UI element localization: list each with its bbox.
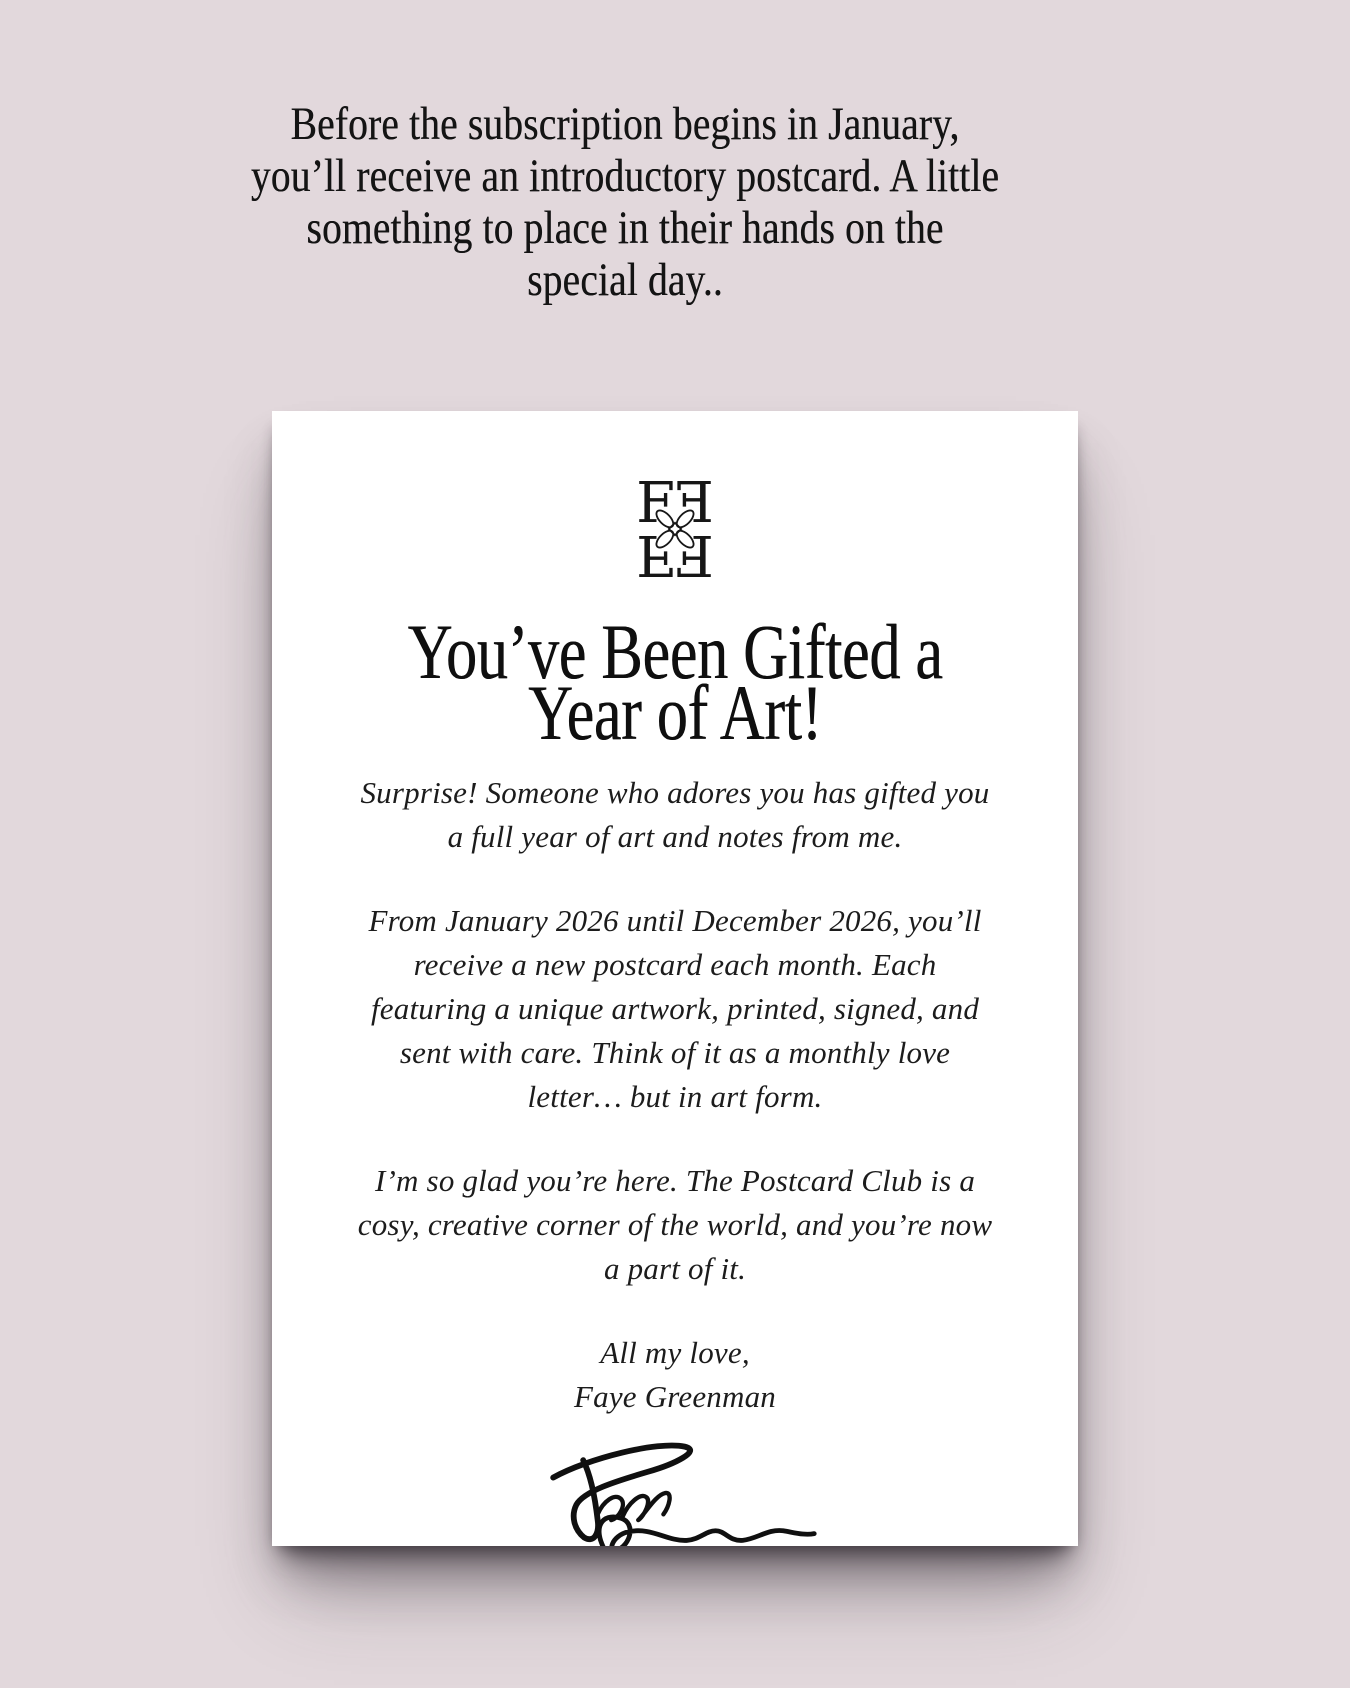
title-line: Year of Art!: [528, 669, 822, 756]
intro-line: Before the subscription begins in January,: [290, 98, 960, 150]
card-paragraph: [272, 771, 1078, 859]
intro-line: something to place in their hands on the: [306, 202, 944, 254]
signoff: [272, 1331, 1078, 1419]
card-paragraph: [272, 1159, 1078, 1291]
card-body-text: [272, 771, 1078, 1419]
signature-image: [272, 1431, 1078, 1546]
paragraph-line: receive a new postcard each month. Each: [413, 947, 937, 982]
monogram-letter: F: [636, 522, 675, 587]
signoff-line: All my love,: [600, 1335, 750, 1370]
paragraph-line: a full year of art and notes from me.: [447, 819, 903, 854]
monogram-flourish-icon: [646, 500, 704, 558]
monogram-letter: F: [675, 471, 714, 536]
card-title: [272, 608, 1078, 756]
paragraph-line: Surprise! Someone who adores you has gifted you: [360, 775, 990, 810]
paragraph-line: From January 2026 until December 2026, you’ll: [368, 903, 982, 938]
card-paragraph: [272, 899, 1078, 1119]
monogram-letter: F: [636, 471, 675, 536]
paragraph-line: cosy, creative corner of the world, and you’re now: [357, 1207, 993, 1242]
signoff-line: Faye Greenman: [573, 1379, 776, 1414]
intro-text: [0, 98, 1250, 306]
title-line: You’ve Been Gifted a: [407, 608, 943, 695]
paragraph-line: sent with care. Think of it as a monthly love: [399, 1035, 951, 1070]
intro-line: special day..: [527, 254, 723, 306]
paragraph-line: a part of it.: [603, 1251, 747, 1286]
monogram-letter: F: [675, 522, 714, 587]
gift-announcement-card: [272, 411, 1078, 1546]
paragraph-line: I’m so glad you’re here. The Postcard Club is a: [374, 1163, 976, 1198]
intro-line: you’ll receive an introductory postcard. A little: [250, 150, 1000, 202]
paragraph-line: featuring a unique artwork, printed, signed, and: [370, 991, 980, 1026]
monogram-logo: [636, 471, 714, 587]
paragraph-line: letter… but in art form.: [527, 1079, 823, 1114]
